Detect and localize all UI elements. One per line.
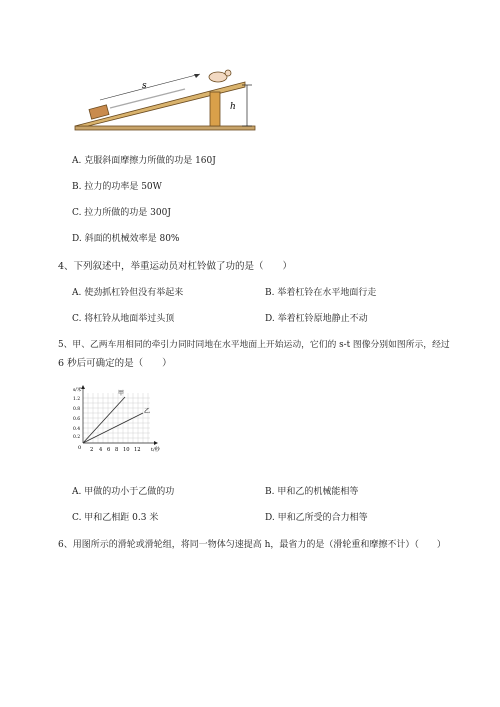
x-tick-2: 4 [99, 447, 103, 453]
y-axis-label: s/米 [73, 388, 82, 393]
q5-option-c: C. 甲和乙相距 0.3 米 [72, 513, 159, 523]
origin-label: 0 [78, 445, 82, 451]
q5-stem-line2: 6 秒后可确定的是（ ） [58, 358, 172, 369]
x-tick-1: 2 [90, 447, 94, 453]
x-tick-6: 12 [134, 447, 141, 453]
y-tick-5: 0.2 [73, 435, 81, 440]
incline-figure [70, 65, 260, 137]
block [89, 105, 109, 119]
q3-option-b: B. 拉力的功率是 50W [72, 182, 162, 192]
q6-stem: 6、用图所示的滑轮或滑轮组，将同一物体匀速提高 h，最省力的是（滑轮重和摩擦不计）（ ） [58, 540, 446, 550]
y-tick-2: 0.8 [73, 407, 81, 412]
q3-option-c: C. 拉力所做的功是 300J [72, 208, 171, 218]
q4-stem: 4、下列叙述中，举重运动员对杠铃做了功的是（ ） [58, 261, 293, 272]
graph-grid [83, 393, 150, 443]
rope [110, 89, 185, 108]
q3-option-a: A. 克服斜面摩擦力所做的功是 160J [72, 156, 216, 166]
x-tick-3: 6 [107, 447, 111, 453]
q4-option-d: D. 举着杠铃原地静止不动 [265, 314, 368, 324]
y-tick-1: 1.2 [73, 397, 81, 402]
line-jia [83, 397, 125, 443]
q4-option-b: B. 举着杠铃在水平地面行走 [265, 288, 377, 298]
ground-base [75, 126, 255, 130]
distance-arrow [100, 74, 200, 100]
q5-option-d: D. 甲和乙所受的合力相等 [265, 513, 368, 523]
q5-stem-line1: 5、甲、乙两车用相同的牵引力同时同地在水平地面上开始运动，它们的 s-t 图像分别如图所示，经过 [58, 340, 450, 350]
puller-figure [209, 70, 231, 82]
x-axis-label: t/秒 [151, 447, 160, 453]
support-post [210, 92, 220, 126]
y-tick-3: 0.6 [73, 417, 81, 422]
q4-option-a: A. 使劲抓杠铃但没有举起来 [72, 288, 184, 298]
label-yi: 乙 [144, 408, 151, 415]
st-graph [70, 383, 170, 457]
y-tick-4: 0.4 [73, 427, 81, 432]
q3-option-d: D. 斜面的机械效率是 80% [72, 234, 180, 244]
q5-option-a: A. 甲做的功小于乙做的功 [72, 487, 175, 497]
q4-option-c: C. 将杠铃从地面举过头顶 [72, 314, 175, 324]
q5-option-b: B. 甲和乙的机械能相等 [265, 487, 359, 497]
label-jia: 甲 [118, 390, 125, 397]
distance-label: s [142, 81, 147, 91]
x-tick-4: 8 [115, 447, 119, 453]
x-tick-5: 10 [123, 447, 130, 453]
height-label: h [230, 102, 236, 112]
